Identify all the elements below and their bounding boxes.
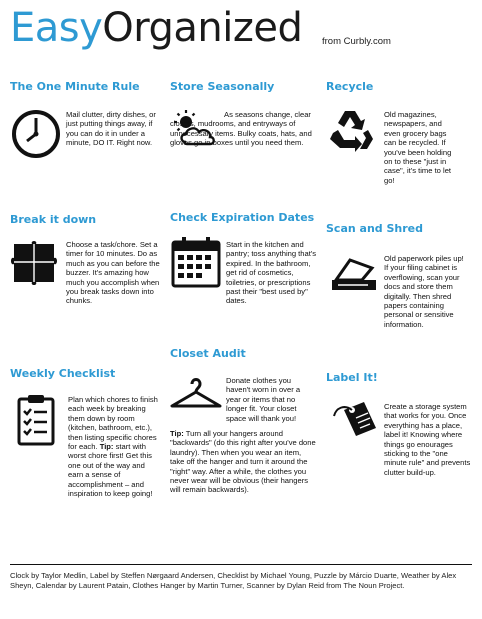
- recycle-body: [328, 110, 458, 185]
- label-it-text: Create a storage system that works for you. Once everything has a place, label it! Knowing where things go enourages sticking to the "one minute rule" and prevents clutter build-up.: [384, 402, 471, 477]
- store-seasonally-body: As seasons change, clear closets, mudrooms, and entryways of unnecessary items. Bulky coats, hats, and gloves go in boxes until you need them.: [170, 110, 312, 148]
- brand-easy: Easy: [10, 5, 103, 51]
- closet-audit-tip: [170, 429, 316, 495]
- section-store-seasonally: [170, 80, 274, 93]
- weekly-checklist-text: [68, 395, 160, 498]
- section-title: Break it down: [10, 213, 97, 226]
- clock-icon: [10, 108, 62, 160]
- weekly-checklist-body: [10, 395, 160, 498]
- weekly-checklist-main: Plan which chores to finish each week by breaking them down by room (kitchen, bathroom, etc.), then listing specific chores for each.: [68, 395, 158, 452]
- scan-shred-body: [328, 254, 470, 329]
- break-it-down-text: Choose a task/chore. Set a timer for 10 minutes. Do as much as you can before the buzzer. It's amazing how much you accomplish when you break tasks down into chunks.: [66, 240, 160, 306]
- section-recycle: [326, 80, 373, 93]
- section-break-it-down: [10, 213, 96, 226]
- brand-title: [10, 4, 302, 61]
- break-it-down-body: [10, 240, 160, 306]
- closet-audit-tip-label: Tip:: [170, 429, 184, 439]
- icon-credits: Clock by Taylor Medlin, Label by Steffen Nørgaard Andersen, Checklist by Michael Young, Puzzle by Márcio Duarte, Weather by Alex Sheyn, Calendar by Laurent Patain, Clothes Hanger by Martin Turner, Scanner by Dylan Reid from The Noun Project.: [10, 571, 457, 591]
- label-it-body: [328, 402, 472, 477]
- section-weekly-checklist: [10, 367, 115, 380]
- source-credit: from Curbly.com: [322, 36, 391, 47]
- closet-audit-tip-text: Turn all your hangers around "backwards" (do this right after you've done laundry). Then when you wear an item, take off the hanger and turn it around the "right" way. After a while, the clothes you never wear will be obvious (their hangers will remain backwards).: [170, 429, 316, 495]
- section-title: Weekly Checklist: [10, 367, 116, 380]
- section-closet-audit: [170, 347, 246, 360]
- footer-divider: [10, 564, 472, 565]
- section-title: Closet Audit: [170, 347, 246, 360]
- section-check-expiration: [170, 211, 314, 224]
- scan-shred-text: Old paperwork piles up! If your filing cabinet is overflowing, scan your docs and store them digitally. Then shred papers containing personal or sensitive information.: [384, 254, 464, 329]
- closet-audit-text: Donate clothes you haven't worn in over a year or items that no longer fit. Your closet space will thank you!: [226, 376, 301, 423]
- recycle-body-text: Old magazines, newspapers, and even grocery bags can be recycled. If you've been holding on to these "just in case", it's time to let go!: [384, 110, 452, 185]
- check-expiration-text: Start in the kitchen and pantry; toss anything that's expired. In the bathroom, get rid of cosmetics, toiletries, or prescriptions past their "best used by" dates.: [226, 240, 317, 306]
- section-scan-shred: [326, 222, 423, 235]
- brand-organized: Organized: [102, 5, 303, 51]
- weekly-checklist-tip-label: Tip:: [99, 442, 114, 452]
- section-title: Label It!: [326, 371, 378, 384]
- closet-audit-body: [170, 376, 316, 495]
- check-expiration-body: [170, 240, 322, 306]
- section-title: Store Seasonally: [170, 80, 275, 93]
- weekly-checklist-tip-text: start with worst chore first! Get this one out of the way and earn a sense of accomplishment – and inspiration to keep going!: [68, 442, 153, 499]
- brand-header: [10, 4, 302, 52]
- section-label-it: [326, 371, 378, 384]
- one-minute-body: Mail clutter, dirty dishes, or just putting things away, if you can do it in under a minute, DO IT. Right now.: [66, 110, 156, 148]
- section-title: Check Expiration Dates: [170, 211, 315, 224]
- section-one-minute-rule: [10, 80, 140, 93]
- section-title: The One Minute Rule: [10, 80, 140, 93]
- section-title: Recycle: [326, 80, 374, 93]
- section-title: Scan and Shred: [326, 222, 423, 235]
